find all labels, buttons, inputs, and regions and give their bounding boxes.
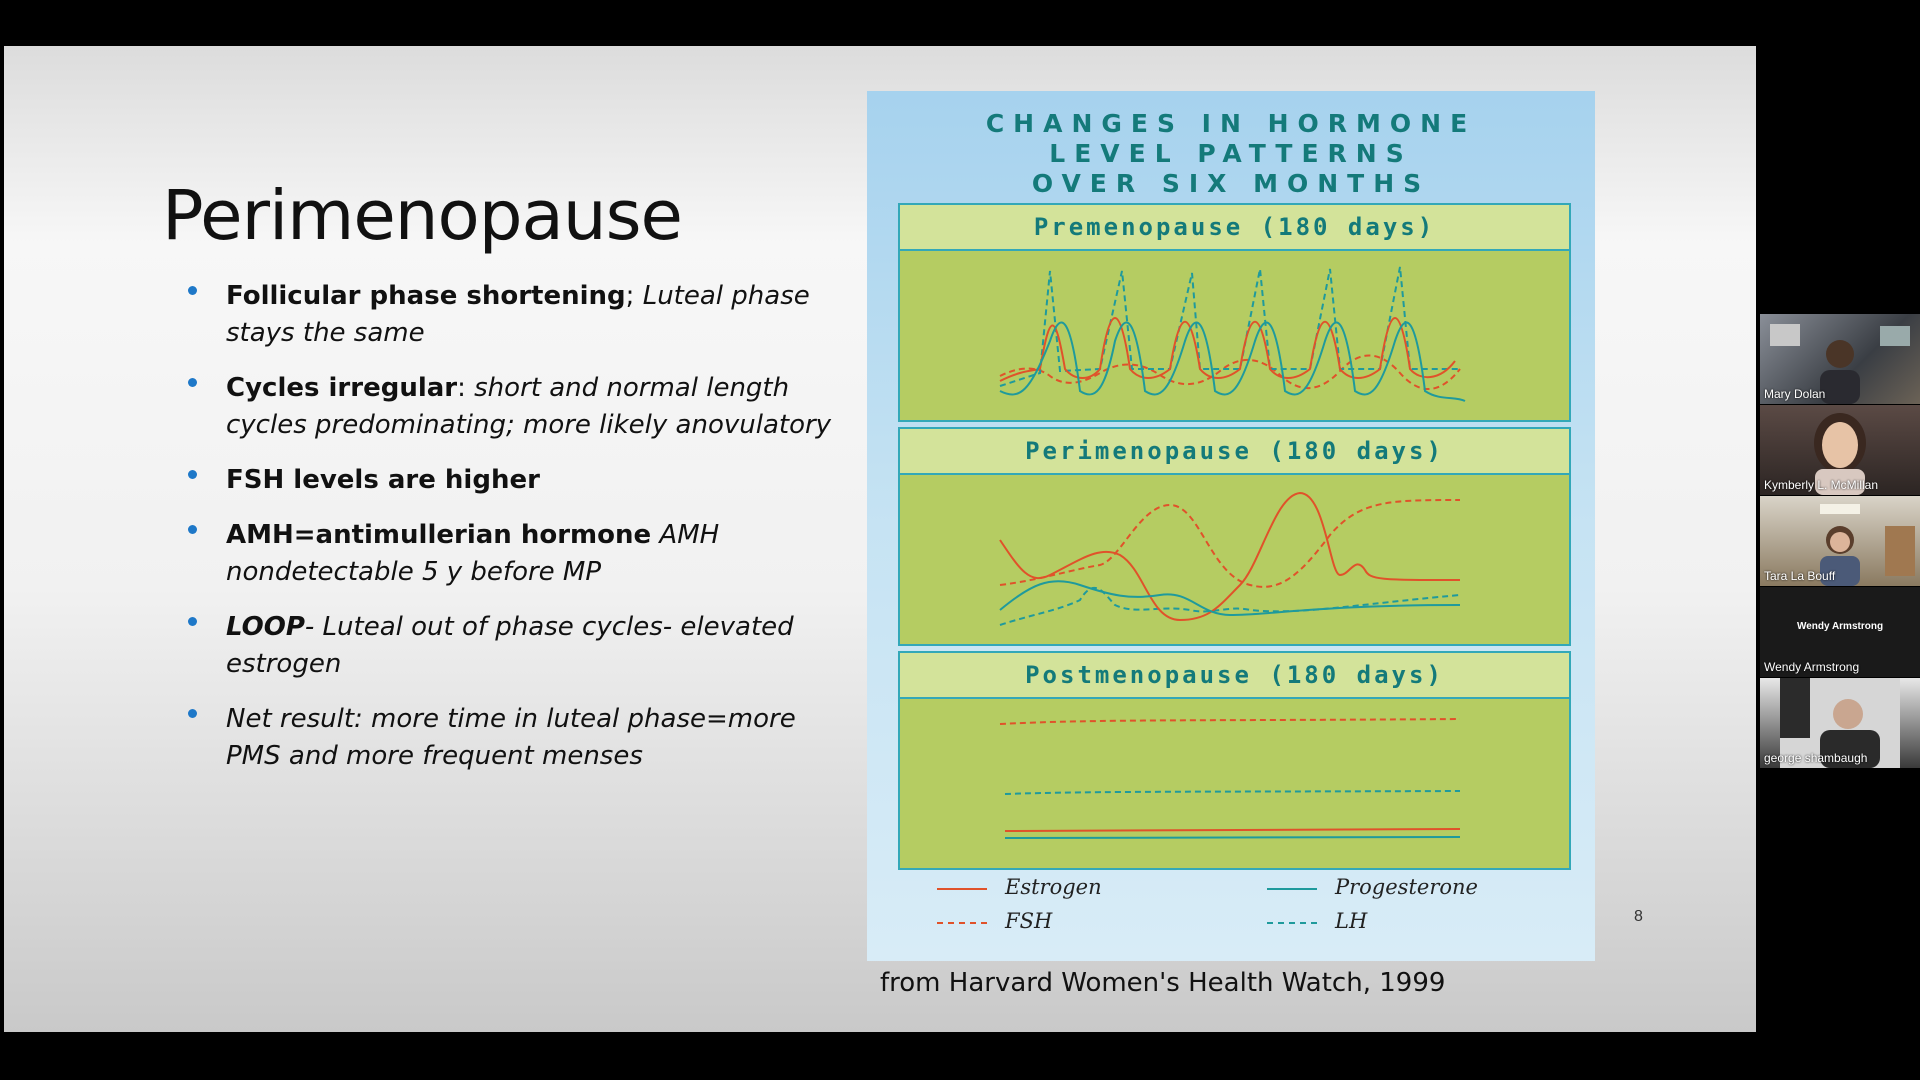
postmenopause-curves	[900, 699, 1569, 868]
participant-tile[interactable]	[1760, 405, 1920, 496]
participant-name: george shambaugh	[1764, 751, 1868, 765]
progesterone-curve	[1005, 837, 1460, 838]
bullet-bold: LOOP	[226, 612, 305, 642]
bullet-italic: short and normal length cycles predominating; more likely anovulatory	[226, 373, 832, 440]
bullet-italic: Luteal phase stays the same	[226, 281, 810, 348]
lh-curve	[1005, 791, 1460, 794]
bullet-dot-icon	[188, 470, 197, 479]
bullet-italic: Net result: more time in luteal phase=more PMS and more frequent menses	[226, 704, 796, 771]
dashed-red-swatch-icon	[937, 922, 987, 924]
figure-caption: from Harvard Women's Health Watch, 1999	[880, 968, 1446, 998]
progesterone-curve	[1000, 323, 1465, 401]
fsh-curve	[1000, 719, 1460, 724]
panel-header: Perimenopause (180 days)	[900, 429, 1569, 475]
figure-legend	[937, 875, 1537, 945]
estrogen-curve	[1000, 493, 1460, 620]
page-number: 8	[1634, 908, 1643, 925]
legend-lh	[1267, 909, 1367, 933]
participant-tile[interactable]	[1760, 314, 1920, 405]
bullet-list	[184, 278, 844, 793]
lh-curve	[1000, 267, 1460, 386]
legend-progesterone	[1267, 875, 1478, 899]
estrogen-curve	[1000, 318, 1455, 381]
legend-label: LH	[1335, 909, 1368, 933]
hormone-figure	[867, 91, 1595, 961]
bullet-item	[184, 370, 844, 444]
solid-red-swatch-icon	[937, 888, 987, 890]
bullet-dot-icon	[188, 286, 197, 295]
bullet-dot-icon	[188, 709, 197, 718]
bullet-italic: AMH nondetectable 5 y before MP	[226, 520, 720, 587]
perimenopause-curves	[900, 475, 1569, 644]
panel-header: Premenopause (180 days)	[900, 205, 1569, 251]
slide-title: Perimenopause	[162, 176, 682, 256]
bullet-plain: :	[457, 373, 475, 403]
bullet-bold: Follicular phase shortening	[226, 281, 626, 311]
legend-label: Progesterone	[1335, 875, 1478, 899]
bullet-dot-icon	[188, 378, 197, 387]
panel-postmenopause	[898, 651, 1571, 870]
bullet-item	[184, 701, 844, 775]
fsh-curve	[1000, 500, 1460, 587]
presentation-slide	[4, 46, 1756, 1032]
bullet-item	[184, 462, 844, 499]
participant-name: Wendy Armstrong	[1764, 660, 1860, 674]
estrogen-curve	[1005, 829, 1460, 831]
progesterone-curve	[1000, 581, 1460, 615]
participant-name: Tara La Bouff	[1764, 569, 1836, 583]
participant-name: Kymberly L. McMillan	[1764, 478, 1879, 492]
legend-label: FSH	[1005, 909, 1053, 933]
bullet-plain: ;	[625, 281, 643, 311]
participant-tile[interactable]	[1760, 678, 1920, 769]
bullet-item	[184, 517, 844, 591]
participant-tile[interactable]	[1760, 496, 1920, 587]
bullet-item	[184, 609, 844, 683]
panel-premenopause	[898, 203, 1571, 422]
panel-header: Postmenopause (180 days)	[900, 653, 1569, 699]
panel-perimenopause	[898, 427, 1571, 646]
legend-estrogen	[937, 875, 1102, 899]
bullet-italic: - Luteal out of phase cycles- elevated estrogen	[226, 612, 794, 679]
participant-name-placeholder: Wendy Armstrong	[1796, 621, 1884, 632]
bullet-bold: AMH=antimullerian hormone	[226, 520, 652, 550]
figure-title: CHANGES IN HORMONE LEVEL PATTERNS OVER SIX MONTHS	[985, 109, 1477, 198]
participant-tile[interactable]	[1760, 587, 1920, 678]
premenopause-curves	[900, 251, 1569, 420]
solid-teal-swatch-icon	[1267, 888, 1317, 890]
legend-fsh	[937, 909, 1052, 933]
bullet-dot-icon	[188, 525, 197, 534]
legend-label: Estrogen	[1005, 875, 1102, 899]
participant-name: Mary Dolan	[1764, 387, 1826, 401]
bullet-bold: Cycles irregular	[226, 373, 458, 403]
bullet-bold: FSH levels are higher	[226, 465, 540, 495]
dashed-teal-swatch-icon	[1267, 922, 1317, 924]
participant-strip	[1760, 314, 1920, 769]
bullet-dot-icon	[188, 617, 197, 626]
bullet-item	[184, 278, 844, 352]
